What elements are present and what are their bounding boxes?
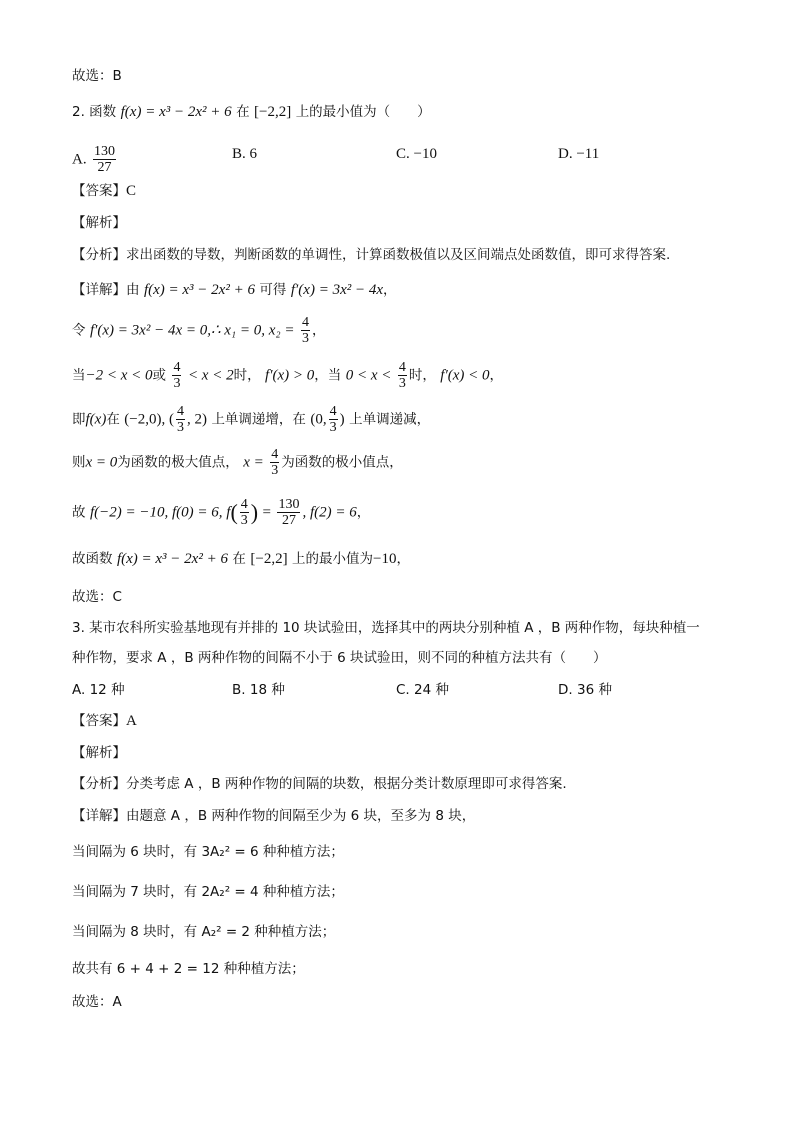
q2-detail-line-1: 【详解】由 f(x) = x³ − 2x² + 6 可得 f′(x) = 3x² − 4x，	[72, 282, 397, 298]
q2-option-a: A. $\frac{130}{27}$	[72, 144, 116, 175]
q3-option-c: C. 24 种	[396, 682, 449, 698]
q3-final-answer: 故选：A	[72, 994, 122, 1010]
q2-final-answer: 故选：C	[72, 589, 122, 605]
fraction: $\frac{4}{3}$	[173, 360, 181, 391]
q2-option-d: D. −11	[558, 146, 600, 162]
fraction: $\frac{4}{3}$	[176, 404, 184, 435]
fraction: $\frac{130}{27}$	[278, 497, 300, 528]
q2-analysis-heading: 【解析】	[72, 215, 126, 231]
q2-option-b: B. 6	[232, 146, 258, 162]
fraction: $\frac{4}{3}$	[301, 315, 309, 346]
fraction: $\frac{130}{27}$	[94, 144, 116, 175]
fraction: $\frac{4}{3}$	[271, 447, 279, 478]
fraction: $\frac{4}{3}$	[240, 497, 248, 528]
q2-detail-line-7: 故函数 f(x) = x³ − 2x² + 6 在 [−2,2] 上的最小值为−10，	[72, 551, 410, 567]
q2-detail-line-4: 即f(x)在 (−2,0), ( $\frac{4}{3}$ , 2) 上单调递增，在 (0, $\frac{4}{3}$ ) 上单调递减，	[72, 404, 431, 435]
q3-option-b: B. 18 种	[232, 682, 285, 698]
q3-answer: 【答案】A	[72, 713, 137, 729]
q3-stem-line-1: 3. 某市农科所实验基地现有并排的 10 块试验田，选择其中的两块分别种植 A ，B 两种作物，每块种植一	[72, 620, 700, 636]
q2-answer: 【答案】C	[72, 183, 137, 199]
q2-detail-line-6: 故 f(−2) = −10, f(0) = 6, f( $\frac{4}{3}$ ) = $\frac{130}{27}$ , f(2) = 6，	[72, 497, 371, 528]
q2-fenxi: 【分析】求出函数的导数，判断函数的单调性，计算函数极值以及区间端点处函数值，即可求得答案.	[72, 247, 671, 263]
q3-fenxi: 【分析】分类考虑 A ，B 两种作物的间隔的块数，根据分类计数原理即可求得答案.	[72, 776, 567, 792]
q3-detail: 【详解】由题意 A ，B 两种作物的间隔至少为 6 块，至多为 8 块，	[72, 808, 476, 824]
q2-detail-line-3: 当−2 < x < 0或 $\frac{4}{3}$ < x < 2时， f′(x) > 0，当 0 < x < $\frac{4}{3}$ 时， f′(x) < 0，	[72, 360, 503, 391]
q3-option-a: A. 12 种	[72, 682, 125, 698]
fraction: $\frac{4}{3}$	[329, 404, 337, 435]
q3-case-3: 当间隔为 8 块时，有 A₂² = 2 种种植方法；	[72, 924, 336, 940]
q2-stem: 2. 函数 f(x) = x³ − 2x² + 6 在 [−2,2] 上的最小值为（ ）	[72, 104, 431, 120]
q2-option-c: C. −10	[396, 146, 437, 162]
q3-analysis-heading: 【解析】	[72, 745, 126, 761]
q2-detail-line-5: 则x = 0为函数的极大值点， x = $\frac{4}{3}$ 为函数的极小值点，	[72, 447, 403, 478]
q1-final-answer: 故选：B	[72, 68, 122, 84]
fraction: $\frac{4}{3}$	[398, 360, 406, 391]
q3-total: 故共有 6 + 4 + 2 = 12 种种植方法；	[72, 961, 305, 977]
q3-case-2: 当间隔为 7 块时，有 2A₂² = 4 种种植方法；	[72, 884, 344, 900]
q2-detail-line-2: 令 f′(x) = 3x² − 4x = 0,∴ x₁ = 0, x₂ = $\frac{4}{3}$ ，	[72, 315, 326, 346]
q3-case-1: 当间隔为 6 块时，有 3A₂² = 6 种种植方法；	[72, 844, 344, 860]
q3-option-d: D. 36 种	[558, 682, 612, 698]
q3-stem-line-2: 种作物，要求 A ，B 两种作物的间隔不小于 6 块试验田，则不同的种植方法共有（ ）	[72, 650, 607, 666]
